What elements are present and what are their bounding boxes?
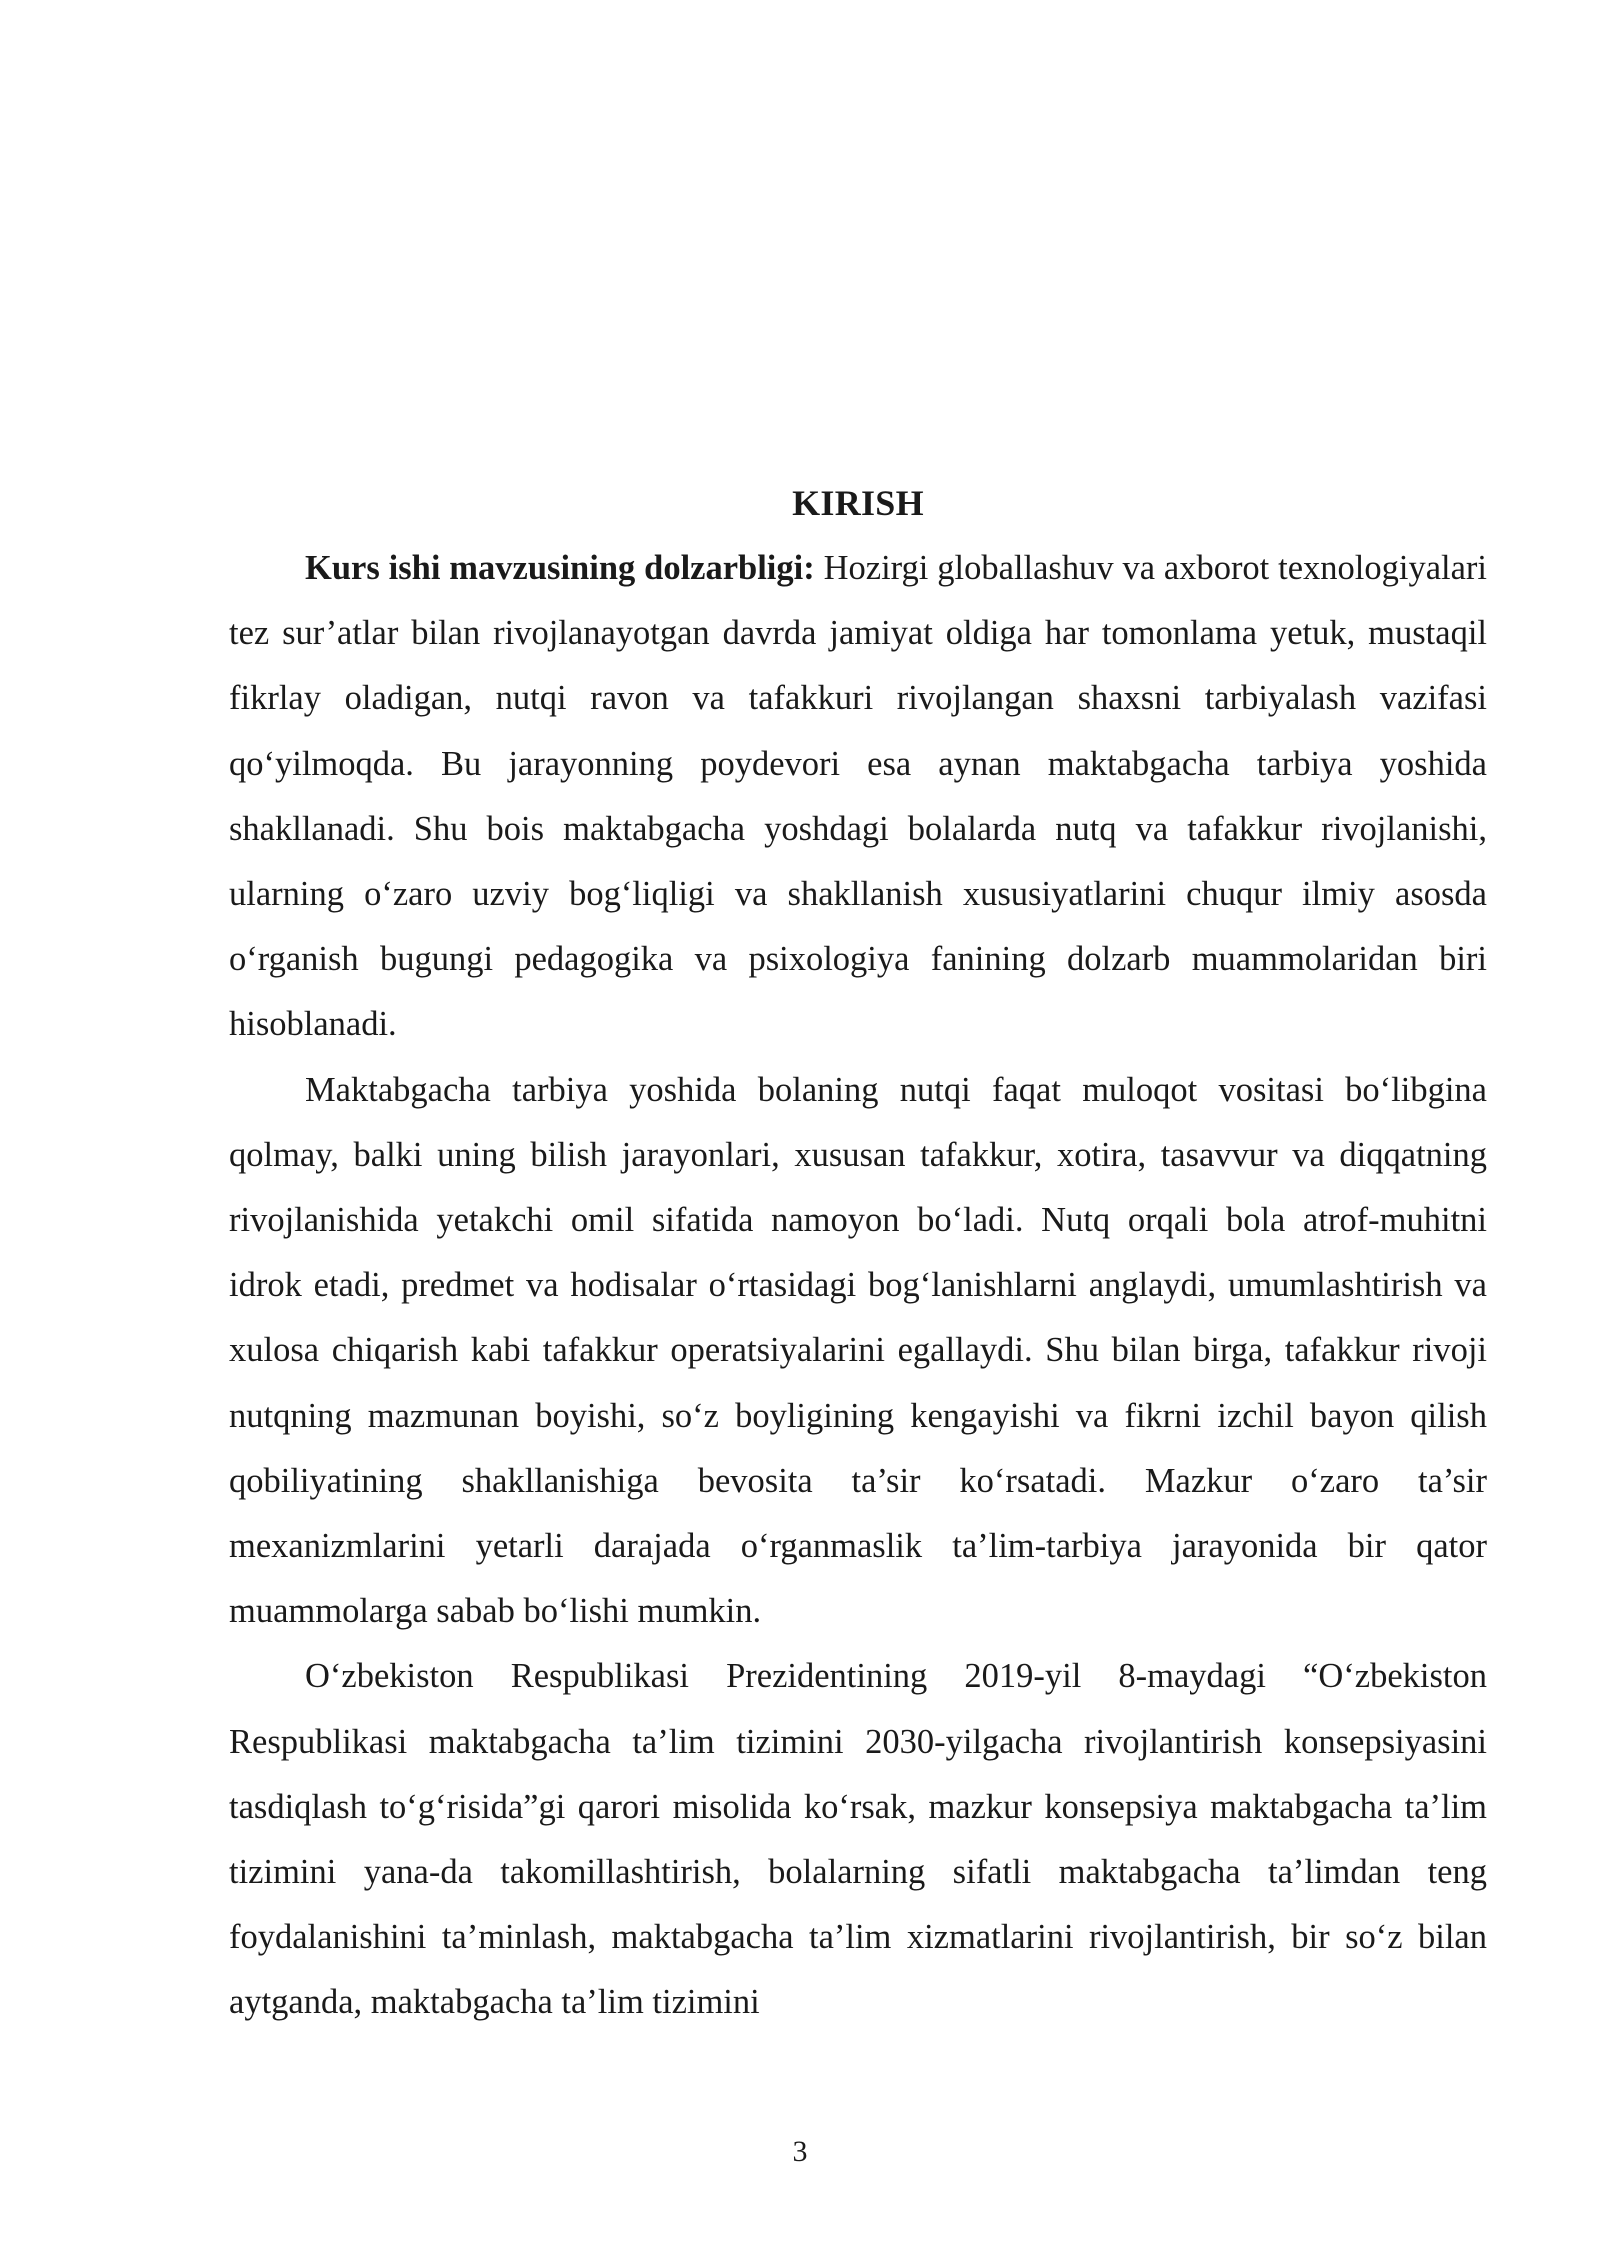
paragraph-text: Maktabgacha tarbiya yoshida bolaning nutqi faqat muloqot vositasi bo‘libgina qolmay, balki uning bilish jarayonlari, xususan tafakkur, xotira, tasavvur va diqqatning rivojlanishida yetakchi omil sifatida namoyon bo‘ladi. Nutq orqali bola atrof-muhitni idrok etadi, predmet va hodisalar o‘rtasidagi bog‘lanishlarni anglaydi, umumlashtirish va xulosa chiqarish kabi tafakkur operatsiyalarini egallaydi. Shu bilan birga, tafakkur rivoji nutqning mazmunan boyishi, so‘z boyligining kengayishi va fikrni izchil bayon qilish qobiliyatining shakllanishiga bevosita ta’sir ko‘rsatadi. Mazkur o‘zaro ta’sir mexanizmlarini yetarli darajada o‘rganmaslik ta’lim-tarbiya jarayonida bir qator muammolarga sabab bo‘lishi mumkin. xyxy=(229,1070,1487,1631)
page-number: 3 xyxy=(792,2135,808,2168)
paragraph-relevance xyxy=(229,536,1487,1058)
paragraph-text: O‘zbekiston Respublikasi Prezidentining 2019-yil 8-maydagi “O‘zbekiston Respublikasi maktabgacha ta’lim tizimini 2030-yilgacha rivojlantirish konsepsiyasini tasdiqlash to‘g‘risida”gi qarori misolida ko‘rsak, mazkur konsepsiya maktabgacha ta’lim tizimini yana-da takomillashtirish, bolalarning sifatli maktabgacha ta’limdan teng foydalanishini ta’minlash, maktabgacha ta’lim xizmatlarini rivojlantirish, bir so‘z bilan aytganda, maktabgacha ta’lim tizimini xyxy=(229,1657,1487,2022)
paragraph-decree xyxy=(229,1644,1487,2035)
paragraph-text: Hozirgi globallashuv va axborot texnologiyalari tez sur’atlar bilan rivojlanayotgan davrda jamiyat oldiga har tomonlama yetuk, mustaqil fikrlay oladigan, nutqi ravon va tafakkuri rivojlangan shaxsni tarbiyalash vazifasi qo‘yilmoqda. Bu jarayonning poydevori esa aynan maktabgacha tarbiya yoshida shakllanadi. Shu bois maktabgacha yoshdagi bolalarda nutq va tafakkur rivojlanishi, ularning o‘zaro uzviy bog‘liqligi va shakllanish xususiyatlarini chuqur ilmiy asosda o‘rganish bugungi pedagogika va psixologiya fanining dolzarb muammolaridan biri hisoblanadi. xyxy=(229,549,1488,1044)
section-heading: KIRISH xyxy=(792,483,924,523)
paragraph-speech xyxy=(229,1058,1487,1645)
paragraph-lead: Kurs ishi mavzusining dolzarbligi: xyxy=(305,549,815,587)
page-content xyxy=(229,470,1487,2036)
